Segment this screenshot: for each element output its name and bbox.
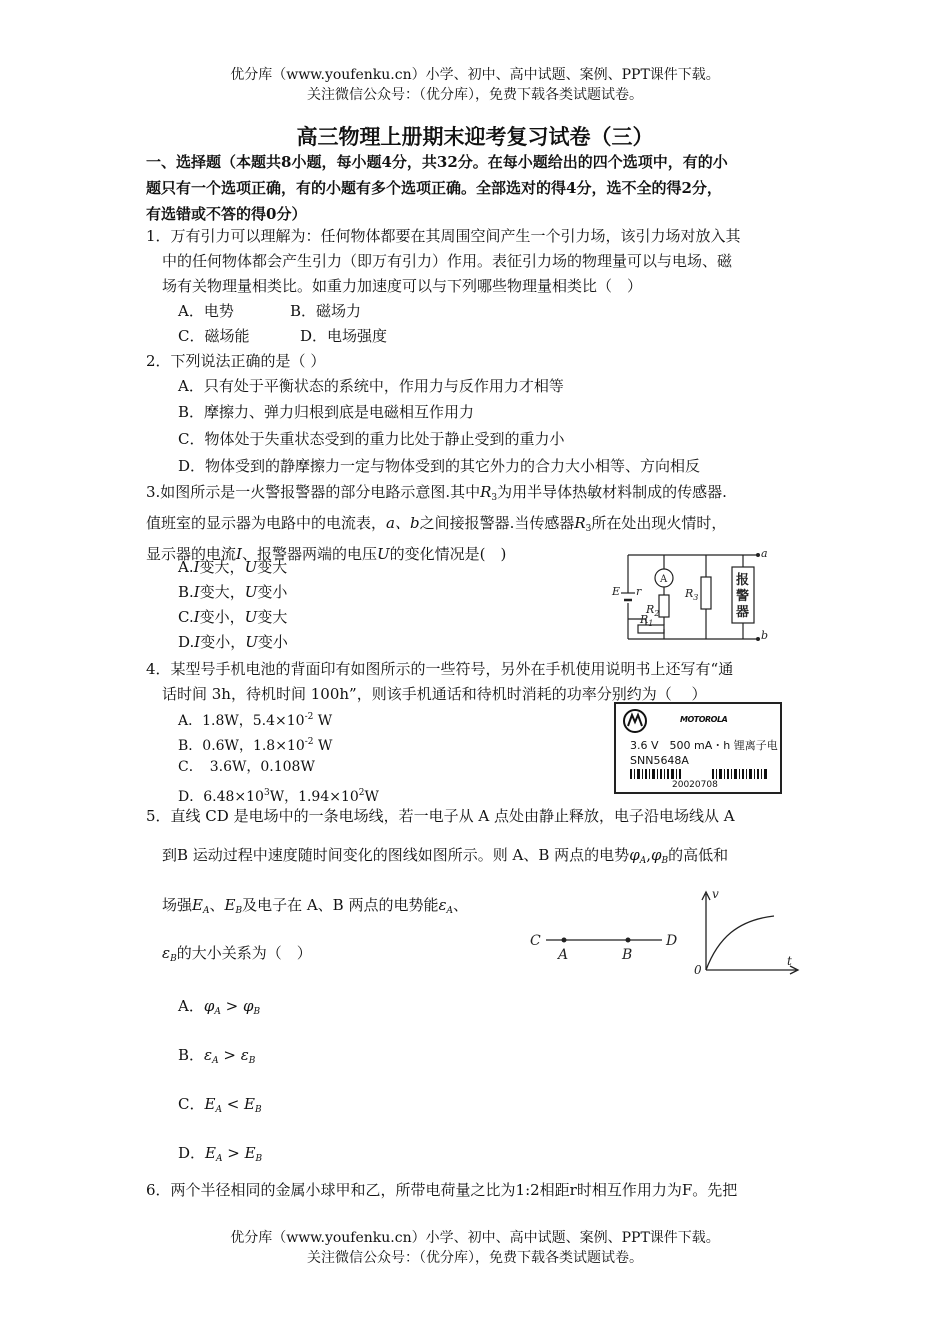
- vt-graph: [690, 886, 802, 976]
- epsB: ε: [162, 944, 171, 962]
- header-line-1: 优分库（www.youfenku.cn）小学、初中、高中试题、案例、PPT课件下载。: [230, 67, 720, 83]
- vt-origin-label: 0: [694, 963, 702, 976]
- q5-c-label: C．: [178, 1095, 205, 1113]
- q1-line-3: 场有关物理量相类比。如重力加速度可以与下列哪些物理量相类比（ ）: [162, 277, 643, 295]
- q3-option-a: [178, 555, 287, 580]
- q3-c-t1: 变小，: [199, 608, 245, 626]
- phiA: φ: [629, 846, 640, 864]
- q5-c-s2: E: [244, 1095, 255, 1113]
- q5-text-3b: 及电子在 A、B 两点的电势能: [242, 896, 439, 914]
- q5-b-label: B．: [178, 1046, 205, 1064]
- q1-option-a: A．电势: [178, 302, 234, 320]
- q5-a-s2: φ: [242, 997, 254, 1015]
- q5-comma: ,: [646, 846, 651, 864]
- q3-text-2c: 所在处出现火情时，: [591, 514, 727, 532]
- vt-v-label: v: [712, 887, 719, 901]
- q4-a-unit: W: [313, 713, 333, 729]
- fig-alarm-3: 器: [736, 605, 750, 620]
- q1-line-1: 1．万有引力可以理解为：任何物体都要在其周围空间产生一个引力场，该引力场对放入其: [146, 227, 741, 245]
- q3-d-U: U: [245, 633, 258, 651]
- q1-option-b: B．磁场力: [290, 302, 362, 320]
- question-4: [146, 657, 818, 707]
- epsA-sub: A: [446, 906, 454, 916]
- r3-symbol-2: R: [574, 514, 586, 532]
- line-label-A: A: [558, 947, 569, 963]
- q3-text-3c: 的变化情况是( ): [389, 545, 507, 563]
- q4-line-2: 话时间 3h，待机时间 100h”，则该手机通话和待机时消耗的功率分别约为（ ）: [162, 685, 707, 703]
- q2-option-d: D．物体受到的静摩擦力一定与物体受到的其它外力的合力大小相等、方向相反: [178, 457, 701, 475]
- q5-b-op: >: [218, 1046, 241, 1064]
- q2-stem: 2．下列说法正确的是（ ）: [146, 352, 326, 370]
- q4-d-num2: 1.94×10: [298, 789, 359, 805]
- q5-c-s1: E: [204, 1095, 216, 1113]
- q3-b-t2: 变小: [257, 583, 288, 601]
- q5-sep: 、: [209, 896, 225, 914]
- q3-text-2a: 值班室的显示器为电路中的电流表，: [146, 514, 387, 532]
- q6-line-1: 6．两个半径相同的金属小球甲和乙，所带电荷量之比为1:2相距r时相互作用力为F。先把: [146, 1181, 738, 1199]
- ab-symbol: a、b: [386, 514, 420, 532]
- line-label-C: C: [530, 933, 541, 949]
- page-title: 高三物理上册期末迎考复习试卷（三）: [296, 124, 654, 149]
- q4-b-t: B．0.6W，: [178, 738, 253, 754]
- footer-line-2: 关注微信公众号：（优分库），免费下载各类试题试卷。: [307, 1250, 643, 1266]
- q3-c-U: U: [244, 608, 258, 626]
- fig-alarm-2: 警: [736, 589, 750, 604]
- section-heading-line-2: 题只有一个选项正确，有的小题有多个选项正确。全部选对的得4分，选不全的得2分，: [146, 179, 722, 197]
- q4-b-exp: -2: [304, 737, 314, 747]
- q4-a-num: 5.4×10: [252, 713, 305, 729]
- q3-d-t1: 变小，: [200, 633, 246, 651]
- q5-d-sub2: B: [255, 1154, 263, 1164]
- fig-R2: $R_2$: [646, 603, 660, 618]
- q5-a-label: A．: [178, 997, 204, 1015]
- q3-text-2b: 之间接报警器.当传感器: [419, 514, 575, 532]
- phiB: φ: [650, 846, 662, 864]
- q3-option-c: [178, 605, 287, 630]
- fig-b: b: [761, 629, 769, 642]
- fig-r: r: [636, 585, 642, 598]
- fig-a: a: [761, 547, 768, 560]
- q5-line-3: [162, 893, 522, 924]
- battery-date: 20020708: [672, 780, 718, 790]
- q3-d-I: I: [194, 633, 201, 651]
- motorola-logo-icon: [622, 708, 648, 734]
- q4-a-exp: -2: [304, 712, 314, 722]
- q4-option-c: C． 3.6W，0.108W: [178, 759, 315, 775]
- q4-b-num: 1.8×10: [252, 738, 305, 754]
- q4-option-b: [178, 731, 332, 757]
- q4-line-1: 4．某型号手机电池的背面印有如图所示的一些符号，另外在手机使用说明书上还写有“通: [146, 660, 734, 678]
- q5-a-s1: φ: [203, 997, 215, 1015]
- EA: E: [192, 896, 203, 914]
- q3-a-label: A.: [178, 558, 194, 576]
- q5-line-4: [162, 941, 462, 972]
- q4-d-exp2: 2: [358, 788, 365, 798]
- q3-option-d: [178, 630, 288, 655]
- q2-option-c: C．物体处于失重状态受到的重力比处于静止受到的重力小: [178, 430, 565, 448]
- q1-option-d: D．电场强度: [300, 327, 388, 345]
- epsA: ε: [438, 896, 447, 914]
- q3-text-1b: 为用半导体热敏材料制成的传感器.: [497, 483, 727, 501]
- question-1: [146, 224, 818, 299]
- epsB-sub: B: [170, 954, 177, 964]
- section-heading-line-1: 一、选择题（本题共8小题，每小题4分，共32分。在每小题给出的四个选项中，有的小: [146, 153, 728, 171]
- q3-a-t2: 变大: [257, 558, 288, 576]
- q3-c-I: I: [193, 608, 200, 626]
- q3-a-U: U: [244, 558, 258, 576]
- q5-option-d: [178, 1141, 262, 1172]
- fig-ammeter: A: [660, 574, 668, 585]
- barcode-icon: [630, 769, 770, 779]
- footer-line-1: 优分库（www.youfenku.cn）小学、初中、高中试题、案例、PPT课件下载。: [230, 1230, 720, 1246]
- q3-text-3a: 显示器的电流: [146, 545, 237, 563]
- field-line-diagram: [528, 925, 688, 965]
- U-symbol: U: [376, 545, 390, 563]
- q5-a-op: >: [220, 997, 243, 1015]
- q4-option-a: [178, 706, 332, 732]
- q4-d-unit: W: [364, 789, 379, 805]
- q5-line-2: [162, 843, 834, 874]
- fig-E: E: [612, 585, 621, 598]
- q5-sep2: 、: [453, 896, 469, 914]
- q5-option-a: [178, 994, 260, 1025]
- q5-option-b: [178, 1043, 255, 1074]
- section-heading: [146, 149, 816, 227]
- q3-b-label: B.: [178, 583, 194, 601]
- battery-label: [614, 702, 782, 794]
- q5-d-s2: E: [244, 1144, 256, 1162]
- q5-b-s2: ε: [240, 1046, 249, 1064]
- r3-sub: 3: [491, 493, 498, 503]
- r3-sub-2: 3: [585, 524, 592, 534]
- q2-option-a: A．只有处于平衡状态的系统中，作用力与反作用力才相等: [178, 377, 564, 395]
- r3-symbol: R: [480, 483, 492, 501]
- q5-d-sub1: A: [215, 1154, 223, 1164]
- EB-sub: B: [235, 906, 243, 916]
- q4-d-num1: 6.48×10: [203, 789, 264, 805]
- q3-b-I: I: [193, 583, 200, 601]
- q4-d-t: D．: [178, 789, 204, 805]
- fig-R3: $R_3$: [685, 587, 699, 602]
- vt-t-label: t: [787, 954, 792, 968]
- q3-a-I: I: [193, 558, 200, 576]
- q5-text-4b: 的大小关系为（ ）: [176, 944, 312, 962]
- EB: E: [224, 896, 236, 914]
- q3-b-U: U: [244, 583, 258, 601]
- q5-a-sub1: A: [214, 1007, 221, 1017]
- fig-alarm-1: 报: [736, 573, 750, 588]
- battery-model: SNN5648A: [630, 754, 689, 767]
- fig-R1: $R_1$: [640, 613, 654, 628]
- q5-a-sub2: B: [253, 1007, 261, 1017]
- q5-c-op: <: [221, 1095, 245, 1113]
- q3-d-t2: 变小: [257, 633, 288, 651]
- q4-d-exp1: 3: [263, 788, 270, 798]
- q5-d-s1: E: [205, 1144, 216, 1162]
- q3-a-t1: 变大，: [199, 558, 245, 576]
- q5-text-2b: 的高低和: [668, 846, 729, 864]
- q4-d-t2: W，: [269, 789, 299, 805]
- q5-option-c: [178, 1092, 262, 1123]
- q3-d-label: D.: [178, 633, 195, 651]
- q5-b-s1: ε: [204, 1046, 213, 1064]
- EA-sub: A: [202, 906, 210, 916]
- q3-option-b: [178, 580, 287, 605]
- header-line-2: 关注微信公众号：（优分库），免费下载各类试题试卷。: [307, 87, 643, 103]
- q5-d-label: D．: [178, 1144, 206, 1162]
- q3-text-1a: 3.如图所示是一火警报警器的部分电路示意图.其中: [146, 483, 481, 501]
- line-label-B: B: [622, 947, 633, 963]
- section-heading-line-3: 有选错或不答的得0分）: [146, 205, 307, 223]
- q3-b-t1: 变大，: [199, 583, 245, 601]
- line-label-D: D: [666, 933, 678, 949]
- q3-c-t2: 变大: [257, 608, 288, 626]
- q5-c-sub2: B: [255, 1105, 262, 1115]
- battery-spec: 3.6 V 500 mA・h 锂离子电: [630, 739, 778, 752]
- q5-c-sub1: A: [215, 1105, 222, 1115]
- q5-b-sub2: B: [248, 1056, 256, 1066]
- q4-b-unit: W: [313, 738, 333, 754]
- q5-d-op: >: [222, 1144, 245, 1162]
- q5-b-sub1: A: [212, 1056, 219, 1066]
- q1-option-c: C．磁场能: [178, 327, 250, 345]
- q5-text-2a: 到B 运动过程中速度随时间变化的图线如图所示。则 A、B 两点的电势: [162, 846, 630, 864]
- q3-line-1: [146, 480, 818, 511]
- q2-option-b: B．摩擦力、弹力归根到底是电磁相互作用力: [178, 403, 475, 421]
- battery-brand: MOTOROLA: [680, 715, 728, 724]
- I-symbol: I: [236, 545, 242, 563]
- q3-line-2: [146, 511, 818, 542]
- circuit-diagram: [606, 547, 776, 647]
- phiB-sub: B: [661, 856, 669, 866]
- q4-a-t: A．1.8W，: [178, 713, 253, 729]
- q5-line-1: 5．直线 CD 是电场中的一条电场线，若一电子从 A 点处由静止释放，电子沿电场线从 A: [146, 807, 735, 825]
- phiA-sub: A: [639, 856, 647, 866]
- q1-line-2: 中的任何物体都会产生引力（即万有引力）作用。表征引力场的物理量可以与电场、磁: [162, 252, 733, 270]
- q3-text-3b: 、报警器两端的电压: [241, 545, 377, 563]
- q3-c-label: C.: [178, 608, 194, 626]
- q5-text-3a: 场强: [162, 896, 193, 914]
